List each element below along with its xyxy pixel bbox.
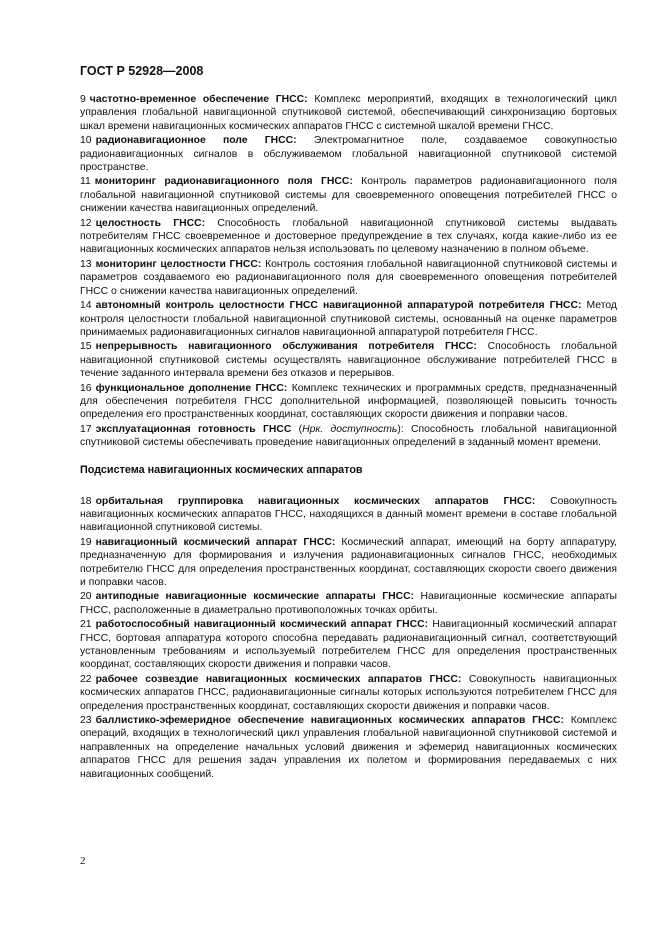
document-body	[80, 93, 617, 782]
term-number: 14	[80, 300, 92, 312]
page-number: 2	[80, 855, 86, 867]
term-entry-23	[80, 714, 617, 781]
term-entry-14	[80, 299, 617, 339]
term-definition: Совокупность навигационных космических аппаратов ГНСС, находящихся в данный момент времени в составе глобальной навигационной спутниковой системы.	[80, 495, 618, 534]
term-name: радионавигационное поле ГНСС:	[95, 135, 297, 147]
term-name: орбитальная группировка навигационных космических аппаратов ГНСС:	[95, 495, 536, 507]
term-definition: Способность глобальной навигационной спутниковой системы обеспечивать проведение навигационных определений в заданный момент времени.	[80, 423, 617, 449]
term-definition: Способность глобальной навигационной спутниковой системы осуществлять навигационное обслуживание потребителей ГНСС в течение заданного интервала времени без отказов и перерывов.	[80, 341, 617, 380]
term-entry-20	[80, 590, 617, 617]
term-entry-15	[80, 340, 617, 380]
term-definition: Контроль состояния глобальной навигационной спутниковой системы и параметров создаваемого ею радионавигационного поля для своевременного оповещения потребителей ГНСС о снижении качества навигационных определений.	[80, 258, 618, 297]
term-number: 17	[80, 423, 92, 435]
term-name: эксплуатационная готовность ГНСС	[95, 423, 292, 435]
document-header: ГОСТ Р 52928—2008	[80, 64, 204, 78]
term-name: антиподные навигационные космические аппараты ГНСС:	[95, 591, 415, 603]
term-entry-13	[80, 258, 617, 298]
term-definition: Навигационные космические аппараты ГНСС, расположенные в диаметрально противоположных точках орбиты.	[80, 591, 617, 616]
term-number: 11	[80, 176, 91, 188]
term-name: работоспособный навигационный космический аппарат ГНСС:	[95, 619, 429, 631]
term-entry-16	[80, 382, 617, 422]
term-name: баллистико-эфемеридное обеспечение навигационных космических аппаратов ГНСС:	[95, 715, 564, 727]
term-definition: Метод контроля целостности глобальной навигационной спутниковой системы, основанный на оценке параметров принимаемых радионавигационных сигналов навигационной аппаратурой потребителя ГНСС.	[80, 300, 617, 338]
term-definition: Космический аппарат, имеющий на борту аппаратуру, предназначенную для формирования и излучения радионавигационных сигналов ГНСС, необходимых потребителю ГНСС для определения пространственных координат, составляющих скорости своего движения и поправки часов.	[80, 536, 617, 588]
term-entry-12	[80, 217, 617, 257]
term-name: навигационный космический аппарат ГНСС:	[95, 536, 336, 548]
term-number: 10	[80, 135, 92, 147]
term-number: 20	[80, 591, 92, 603]
term-name: целостность ГНСС:	[95, 217, 206, 229]
note-open: (	[291, 423, 303, 435]
term-name: непрерывность навигационного обслуживания потребителя ГНСС:	[95, 341, 477, 353]
term-number: 18	[80, 495, 92, 507]
term-name: мониторинг целостности ГНСС:	[95, 258, 262, 270]
term-definition: Комплекс операций, входящих в технологический цикл управления глобальной навигационной спутниковой системой и направленных на определение начальных условий движения и эфемерид навигационных космических аппаратов ГНСС для решения задач управления их полетом и формирования передаваемых с них навигационных сообщений.	[80, 715, 618, 780]
term-definition: Контроль параметров радионавигационного поля глобальной навигационной спутниковой системы для своевременного оповещения потребителей ГНСС о снижении качества навигационных определений.	[80, 176, 617, 215]
section-title: Подсистема навигационных космических аппаратов	[80, 463, 363, 476]
term-definition: Комплекс мероприятий, входящих в технологический цикл управления глобальной навигационной спутниковой системой, обеспечивающий синхронизацию бортовых шкал времени навигационных космических аппаратов ГНСС с системной шкалой времени ГНСС.	[80, 94, 617, 132]
term-list-general	[80, 93, 617, 422]
term-entry-18	[80, 495, 617, 535]
term-entry-21	[80, 618, 617, 672]
term-entry-22	[80, 673, 617, 713]
term-name: автономный контроль целостности ГНСС навигационной аппаратурой потребителя ГНСС:	[95, 300, 582, 312]
term-entry-9	[80, 93, 617, 133]
term-number: 13	[80, 258, 92, 270]
term-definition: Навигационный космический аппарат ГНСС, бортовая аппаратура которого способна передавать радионавигационный сигнал, соответствующий установленным требованиям и используемый потребителем ГНСС для определения пространственных координат, составляющих скорости движения и поправки часов.	[80, 619, 617, 671]
term-number: 22	[80, 673, 92, 685]
term-list-spacecraft	[80, 495, 617, 782]
term-number: 21	[80, 619, 92, 631]
term-entry-19	[80, 536, 617, 590]
term-number: 15	[80, 341, 92, 353]
term-entry-11	[80, 175, 617, 215]
term-name: рабочее созвездие навигационных космических аппаратов ГНСС:	[95, 673, 462, 685]
term-number: 12	[80, 217, 92, 229]
term-entry-10	[80, 134, 617, 174]
term-definition: Электромагнитное поле, создаваемое совокупностью радионавигационных сигналов в обслуживаемом глобальной навигационной спутниковой системой пространстве.	[80, 135, 617, 174]
term-number: 19	[80, 536, 92, 548]
term-number: 23	[80, 715, 92, 727]
note-close: ):	[397, 423, 404, 435]
term-name: мониторинг радионавигационного поля ГНСС:	[94, 176, 353, 188]
term-name: частотно-временное обеспечение ГНСС:	[89, 94, 308, 105]
term-number: 9	[80, 94, 86, 105]
term-definition: Комплекс технических и программных средств, предназначенный для обеспечения потребителя ГНСС дополнительной информацией, позволяющей повысить точность определения его пространственных координат, составляющих скорости движения и поправки часов.	[80, 382, 618, 421]
term-entry-17	[80, 423, 617, 450]
term-name: функциональное дополнение ГНСС:	[95, 382, 288, 394]
term-note: Нрк. доступность	[302, 423, 398, 435]
term-definition: Совокупность навигационных космических аппаратов ГНСС, радионавигационные сигналы которых используются потребителем ГНСС для определения пространственных координат, составляющих скорости движения и поправки часов.	[80, 673, 618, 712]
term-definition: Способность глобальной навигационной спутниковой системы выдавать потребителям ГНСС своевременное и достоверное предупреждение в тех случаях, когда какие-либо из ее навигационных космических аппаратов нельзя использовать по целевому назначению в полном объеме.	[80, 217, 617, 256]
term-number: 16	[80, 382, 92, 394]
